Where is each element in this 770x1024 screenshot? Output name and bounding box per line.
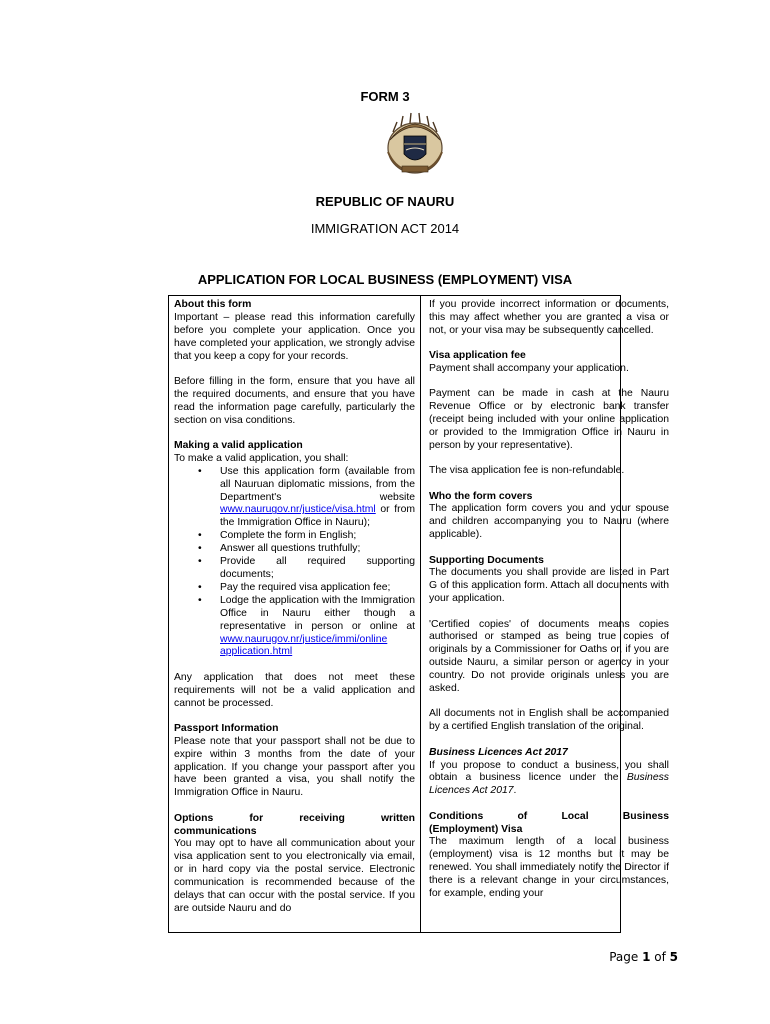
business-licences-heading: Business Licences Act 2017: [429, 746, 568, 758]
page-label: Page: [609, 950, 643, 964]
options-paragraph: You may opt to have all communication about your visa application sent to you electronically via email, or in hard copy via the postal service. Electronic communication is recommended because of the delays that can occur with the postal service. If you are outside Nauru and do: [174, 838, 415, 915]
left-column: [174, 299, 415, 928]
heading-word: written: [380, 812, 415, 824]
about-heading: About this form: [174, 299, 252, 310]
form-number: FORM 3: [360, 89, 410, 104]
list-item: [174, 466, 415, 531]
column-divider: [420, 296, 421, 932]
list-item-text: Use this application form (available from all Nauruan diplomatic missions, from the Department's website: [220, 465, 415, 503]
application-title: APPLICATION FOR LOCAL BUSINESS (EMPLOYMENT) VISA: [197, 272, 573, 287]
page-number: [609, 950, 678, 964]
information-table: [168, 295, 669, 933]
options-heading: [174, 813, 415, 826]
country-heading: REPUBLIC OF NAURU: [315, 194, 455, 209]
fee-paragraph-2: Payment can be made in cash at the Nauru Revenue Office or by electronic bank transfer (receipt being included with your online application or provided to the Immigration Office in Nauru in person by your representative).: [429, 388, 669, 451]
right-column: [429, 299, 669, 913]
supporting-documents-heading: Supporting Documents: [429, 554, 544, 566]
list-item-tail: or from the Immigration Office in Nauru);: [220, 504, 415, 529]
requirements-list: [174, 466, 415, 660]
passport-paragraph: Please note that your passport shall not be due to expire within 3 months from the date of your application. If you change your passport after you have been granted a visa, you shall notify the Immigration Office in Nauru.: [174, 735, 415, 799]
current-page: 1: [642, 950, 651, 964]
list-item: • Complete the form in English;: [174, 530, 415, 543]
heading-word: of: [517, 810, 528, 822]
conditions-heading: [429, 811, 669, 824]
list-item: • Provide all required supporting documents;: [174, 556, 415, 582]
fee-paragraph-1: Payment shall accompany your application.: [429, 363, 629, 375]
list-item: • Answer all questions truthfully;: [174, 543, 415, 556]
passport-heading: Passport Information: [174, 722, 279, 734]
form-covers-heading: Who the form covers: [429, 490, 533, 502]
valid-application-intro: To make a valid application, you shall:: [174, 452, 349, 464]
form-covers-paragraph: The application form covers you and your spouse and children accompanying you to Nauru (where applicable).: [429, 503, 669, 541]
conditions-paragraph: The maximum length of a local business (employment) visa is 12 months but it may be renewed. You shall immediately notify the Director if there is a relevant change in your circumstances, for example, ending your: [429, 836, 669, 900]
documents-paragraph-2: 'Certified copies' of documents means copies authorised or stamped as being true copies of originals by a Commissioner for Oaths or, if you are outside Nauru, a similar person or agency in your country. Do not provide originals unless you are asked.: [429, 618, 669, 695]
about-paragraph-2: Before filling in the form, ensure that you have all the required documents, and ensure that you have read the information page carefully, particularly the section on visa conditions.: [174, 375, 415, 426]
visa-page-link[interactable]: www.naurugov.nr/justice/visa.html: [220, 504, 376, 516]
list-item: • Pay the required visa application fee;: [174, 582, 415, 595]
list-item-text: Lodge the application with the Immigration Office in Nauru either though a representative in person or online at: [220, 594, 415, 632]
act-citation: Business Licences Act 2017: [429, 772, 669, 797]
paragraph-text: If you propose to conduct a business, you shall obtain a business licence under the: [429, 759, 669, 784]
business-licences-paragraph: [429, 760, 669, 799]
options-heading-line-2: communications: [174, 825, 257, 837]
invalid-application-note: Any application that does not meet these requirements will not be a valid application and cannot be processed.: [174, 671, 415, 709]
heading-word: Local: [561, 810, 589, 822]
incorrect-info-paragraph: If you provide incorrect information or documents, this may affect whether you are granted a visa or not, or your visa may be subsequently cancelled.: [429, 299, 669, 336]
total-pages: 5: [669, 950, 678, 964]
heading-word: Business: [622, 810, 669, 822]
paragraph-end: .: [513, 785, 517, 797]
of-label: of: [650, 950, 670, 964]
list-item: [174, 595, 415, 660]
documents-paragraph-3: All documents not in English shall be accompanied by a certified English translation of the original.: [429, 708, 669, 733]
valid-application-heading: Making a valid application: [174, 439, 303, 451]
nauru-coat-of-arms-icon: [380, 110, 450, 180]
documents-paragraph-1: The documents you shall provide are listed in Part G of this application form. Attach all documents with your application.: [429, 567, 669, 605]
heading-word: Options: [174, 812, 214, 824]
fee-paragraph-3: The visa application fee is non-refundable.: [429, 465, 625, 477]
online-application-link[interactable]: www.naurugov.nr/justice/immi/online application.html: [220, 633, 388, 658]
heading-word: receiving: [299, 812, 345, 824]
about-paragraph-1: Important – please read this information carefully before you complete your application. Once you have completed your application, we strongly advise that you keep a copy for your records.: [174, 311, 415, 362]
fee-heading: Visa application fee: [429, 350, 526, 362]
act-heading: IMMIGRATION ACT 2014: [310, 221, 460, 236]
heading-word: Conditions: [429, 810, 484, 822]
heading-word: for: [249, 812, 264, 824]
conditions-heading-line-2: (Employment) Visa: [429, 823, 523, 835]
